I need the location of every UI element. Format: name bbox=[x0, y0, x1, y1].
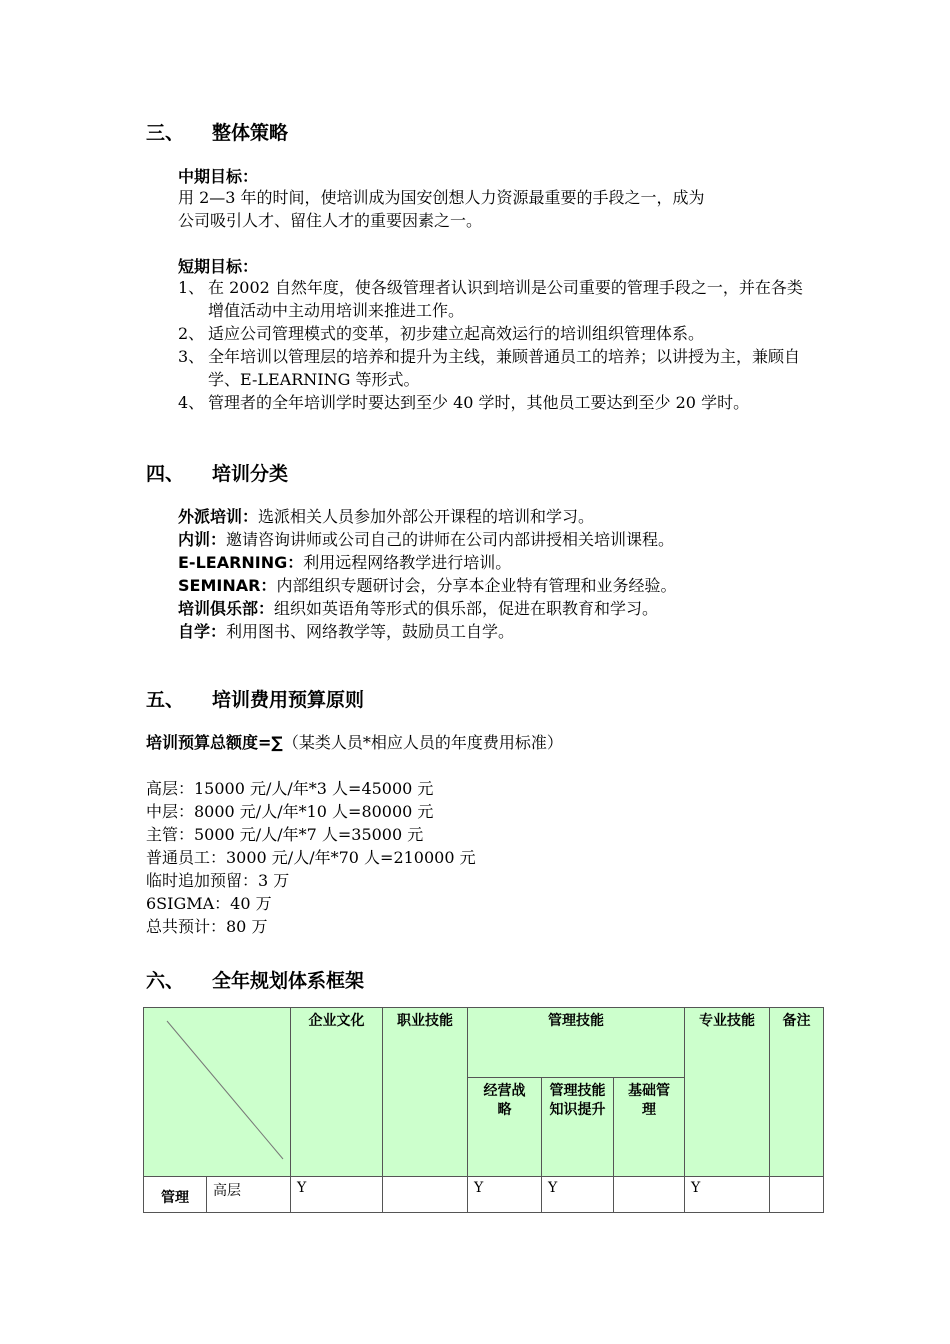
section-5-title: 培训费用预算原则 bbox=[212, 689, 365, 711]
formula-label: 培训预算总额度=∑ bbox=[146, 733, 283, 752]
item-number: 3、 bbox=[178, 347, 205, 366]
item-number: 4、 bbox=[178, 393, 205, 412]
budget-line: 临时追加预留：3 万 bbox=[146, 871, 290, 890]
budget-line: 中层：8000 元/人/年*10 人=80000 元 bbox=[146, 802, 434, 821]
item-number: 2、 bbox=[178, 324, 205, 343]
section-6-number: 六、 bbox=[146, 970, 185, 992]
category-label: 外派培训： bbox=[178, 507, 259, 526]
budget-line: 普通员工：3000 元/人/年*70 人=210000 元 bbox=[146, 848, 476, 867]
training-framework-table bbox=[143, 1007, 824, 1213]
subheader-strategy: 经营战略 bbox=[467, 1077, 542, 1177]
table-corner-cell bbox=[143, 1007, 291, 1177]
budget-line: 6SIGMA：40 万 bbox=[146, 894, 272, 913]
cell-corp-culture: Y bbox=[290, 1176, 383, 1213]
header-mgmt-skill: 管理技能 bbox=[467, 1007, 685, 1078]
section-5-number: 五、 bbox=[146, 689, 185, 711]
cell-prof-skill bbox=[382, 1176, 468, 1213]
mid-term-text-line-1: 用 2—3 年的时间，使培训成为国安创想人力资源最重要的手段之一，成为 bbox=[178, 188, 705, 207]
item-text: 全年培训以管理层的培养和提升为主线，兼顾普通员工的培养；以讲授为主，兼顾自学、E-LEARNING 等形式。 bbox=[208, 347, 801, 389]
category-text: 利用远程网络教学进行培训。 bbox=[303, 553, 512, 572]
section-5-heading bbox=[146, 685, 364, 712]
category-text: 选派相关人员参加外部公开课程的培训和学习。 bbox=[258, 507, 595, 526]
cell-basic bbox=[613, 1176, 685, 1213]
section-6-title: 全年规划体系框架 bbox=[212, 970, 365, 992]
category-item bbox=[178, 574, 676, 597]
budget-formula bbox=[146, 731, 563, 754]
category-label: 内训： bbox=[178, 530, 227, 549]
section-3-heading bbox=[146, 118, 288, 145]
item-text: 适应公司管理模式的变革，初步建立起高效运行的培训组织管理体系。 bbox=[208, 324, 705, 343]
budget-line: 主管：5000 元/人/年*7 人=35000 元 bbox=[146, 825, 424, 844]
mid-term-label: 中期目标： bbox=[178, 167, 259, 186]
header-spec-skill: 专业技能 bbox=[684, 1007, 770, 1177]
budget-line: 总共预计：80 万 bbox=[146, 917, 268, 936]
category-label: SEMINAR： bbox=[178, 576, 277, 595]
short-term-item bbox=[178, 391, 818, 437]
mid-term-text-line-2: 公司吸引人才、留住人才的重要因素之一。 bbox=[178, 211, 483, 230]
category-label: E-LEARNING： bbox=[178, 553, 304, 572]
section-6-heading bbox=[146, 966, 364, 993]
category-item bbox=[178, 528, 674, 551]
short-term-label: 短期目标： bbox=[178, 257, 259, 276]
section-4-heading bbox=[146, 459, 288, 486]
section-4-number: 四、 bbox=[146, 463, 185, 485]
category-label: 自学： bbox=[178, 622, 227, 641]
budget-line: 高层：15000 元/人/年*3 人=45000 元 bbox=[146, 779, 434, 798]
category-text: 利用图书、网络教学等，鼓励员工自学。 bbox=[226, 622, 515, 641]
formula-text: （某类人员*相应人员的年度费用标准） bbox=[282, 733, 563, 752]
category-text: 组织如英语角等形式的俱乐部，促进在职教育和学习。 bbox=[274, 599, 659, 618]
row-level-cell: 高层 bbox=[206, 1176, 291, 1213]
short-term-item bbox=[178, 276, 818, 322]
short-term-item bbox=[178, 322, 818, 345]
category-item bbox=[178, 505, 594, 528]
header-remark: 备注 bbox=[769, 1007, 824, 1177]
item-text: 管理者的全年培训学时要达到至少 40 学时，其他员工要达到至少 20 学时。 bbox=[208, 393, 750, 412]
item-number: 1、 bbox=[178, 278, 205, 297]
category-item bbox=[178, 620, 514, 643]
cell-remark bbox=[769, 1176, 824, 1213]
cell-knowledge: Y bbox=[541, 1176, 614, 1213]
diagonal-line-icon bbox=[143, 1007, 291, 1177]
category-text: 邀请咨询讲师或公司自己的讲师在公司内部讲授相关培训课程。 bbox=[226, 530, 675, 549]
item-text: 在 2002 自然年度，使各级管理者认识到培训是公司重要的管理手段之一，并在各类增值活动中主动用培训来推进工作。 bbox=[208, 278, 803, 320]
header-prof-skill: 职业技能 bbox=[382, 1007, 468, 1177]
category-item bbox=[178, 551, 511, 574]
subheader-knowledge: 管理技能知识提升 bbox=[541, 1077, 614, 1177]
subheader-basic: 基础管理 bbox=[613, 1077, 685, 1177]
short-term-item bbox=[178, 345, 818, 391]
row-group-cell: 管理 bbox=[143, 1176, 207, 1213]
category-item bbox=[178, 597, 658, 620]
header-corp-culture: 企业文化 bbox=[290, 1007, 383, 1177]
section-3-number: 三、 bbox=[146, 122, 185, 144]
cell-strategy: Y bbox=[467, 1176, 542, 1213]
cell-spec-skill: Y bbox=[684, 1176, 770, 1213]
section-4-title: 培训分类 bbox=[212, 463, 289, 485]
category-label: 培训俱乐部： bbox=[178, 599, 275, 618]
section-3-title: 整体策略 bbox=[212, 122, 289, 144]
category-text: 内部组织专题研讨会，分享本企业特有管理和业务经验。 bbox=[276, 576, 677, 595]
